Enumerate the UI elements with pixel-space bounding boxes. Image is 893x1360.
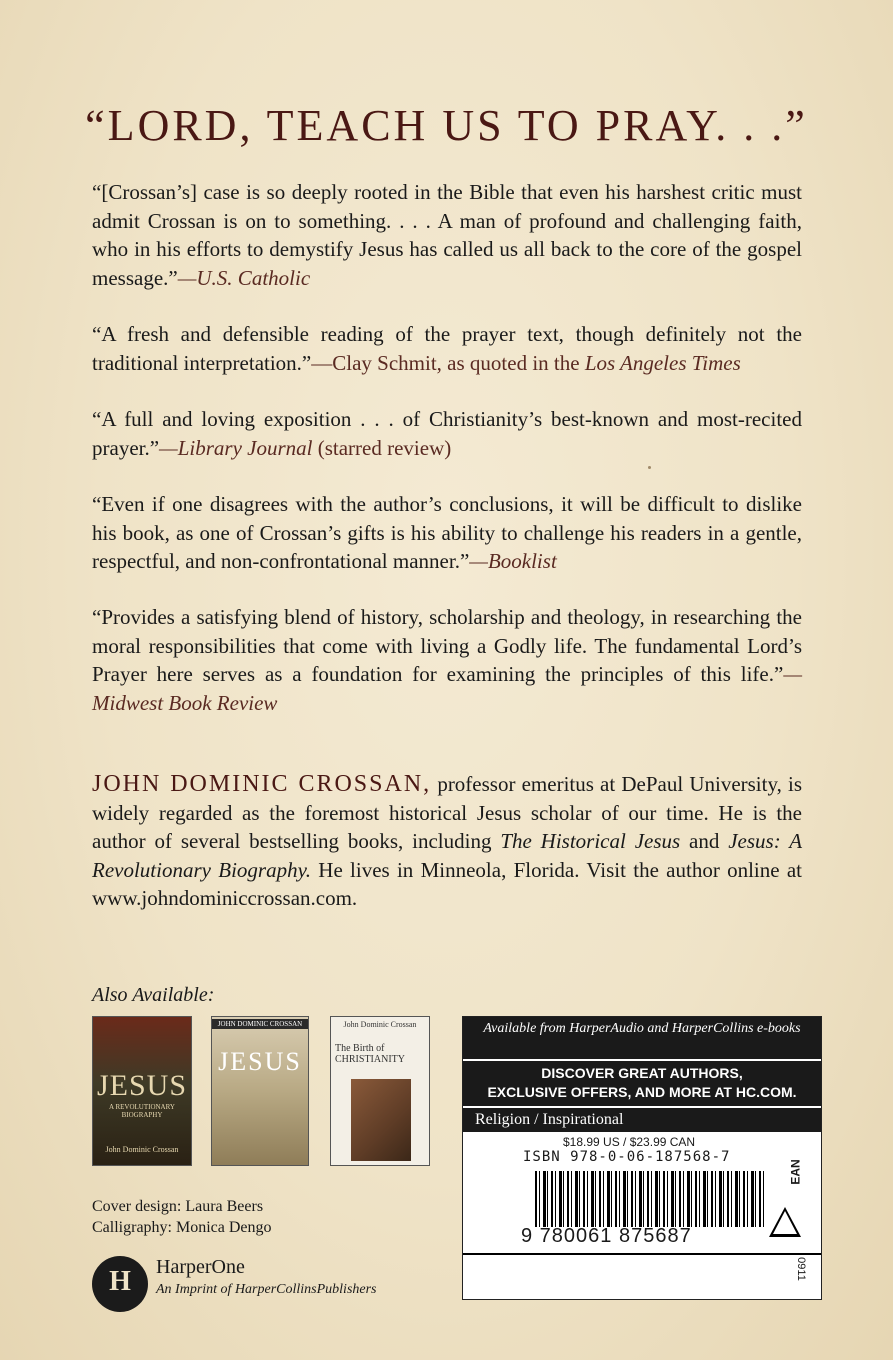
quote-text: “Even if one disagrees with the author’s conclusions, it will be difficult to dislike his book, as one of Crossan’s gifts is his ability to challenge his readers in a gentle, respectful, and non-confrontational manner.” [92,492,802,573]
book-cover-subtitle: A REVOLUTIONARY BIOGRAPHY [109,1103,175,1119]
book-cover-historical-jesus [211,1016,309,1166]
publisher-name: HarperOne [156,1256,245,1278]
quote-source: —Midwest Book Review [92,662,802,715]
quote-note: (starred review) [317,435,452,460]
book-cover-art [351,1079,411,1161]
printer-code: 0911 [794,1257,807,1281]
quote-1 [92,178,802,292]
quote-text: “[Crossan’s] case is so deeply rooted in the Bible that even his harshest critic must admit Crossan is on to something. . . . A man of profound and challenging faith, who in his efforts to demystify Jesus has called us all back to the core of the gospel message.” [92,180,802,290]
quote-source: —U.S. Catholic [177,265,311,290]
barcode-digits: 9 780061 875687 [521,1225,692,1247]
availability-banner: Available from HarperAudio and HarperCollins e-books [463,1017,821,1059]
book-cover-author: JOHN DOMINIC CROSSAN [212,1019,308,1029]
quote-source: —Library Journal [159,435,313,460]
author-name: JOHN DOMINIC CROSSAN, [92,771,432,797]
triangle-icon [769,1207,801,1237]
harperone-logo-icon [92,1256,148,1312]
publisher-imprint: An Imprint of HarperCollinsPublishers [156,1282,377,1297]
book-cover-author: John Dominic Crossan [343,1020,417,1029]
bio-text: professor emeritus at DePaul University, is widely regarded as the foremost historical Jesus scholar of our time. He is the author of several bestselling books, including [92,772,803,853]
book-cover-author: John Dominic Crossan [105,1145,179,1154]
quote-text: “A full and loving exposition . . . of Christianity’s best-known and most-recited prayer.” [92,407,802,460]
book-title: Jesus: A Revolutionary Biography. [92,829,803,882]
quote-3 [92,405,802,462]
quote-source: —Booklist [469,549,557,573]
calligraphy-credit: Calligraphy: Monica Dengo [92,1219,272,1236]
isbn: ISBN 978-0-06-187568-7 [523,1149,731,1165]
barcode [535,1171,765,1227]
quote-text: “A fresh and defensible reading of the prayer text, though definitely not the traditional interpretation.” [92,322,802,375]
book-cover-birth-of-christianity [330,1016,430,1166]
credits [92,1196,272,1238]
category-label: Religion / Inspirational [463,1108,821,1132]
logo-letter: H [109,1266,131,1297]
book-cover-title: JESUS [218,1047,302,1076]
price: $18.99 US / $23.99 CAN [563,1135,696,1149]
quote-2 [92,320,802,377]
promo-line: DISCOVER GREAT AUTHORS, [541,1065,743,1081]
ean-label: EAN [788,1159,803,1185]
barcode-box [462,1016,822,1300]
quote-4 [92,490,802,576]
bio-text: He lives in Minneola, Florida. Visit the author online at www.johndominiccrossan.com. [92,857,803,910]
quote-source: Los Angeles Times [584,350,741,375]
paper-speck [648,466,651,469]
divider [463,1253,821,1255]
quote-attribution: —Clay Schmit, as quoted in the [311,350,580,375]
book-cover-title: JESUS [96,1069,188,1102]
quote-5 [92,603,802,717]
also-available-heading: Also Available: [92,984,215,1006]
promo-banner [463,1061,821,1106]
quote-text: “Provides a satisfying blend of history, scholarship and theology, in researching the moral responsibilities that come with living a Godly life. The fundamental Lord’s Prayer here serves as a foundation for examining the principles of this life.” [92,605,802,686]
promo-line: EXCLUSIVE OFFERS, AND MORE AT HC.COM. [487,1084,797,1100]
book-cover-title: The Birth of CHRISTIANITY [335,1043,405,1065]
book-cover-jesus [92,1016,192,1166]
cover-design-credit: Cover design: Laura Beers [92,1198,264,1215]
bio-text: and [689,829,720,853]
headline: “LORD, TEACH US TO PRAY. . .” [85,101,808,150]
book-title: The Historical Jesus [500,829,681,853]
author-bio [92,770,802,913]
